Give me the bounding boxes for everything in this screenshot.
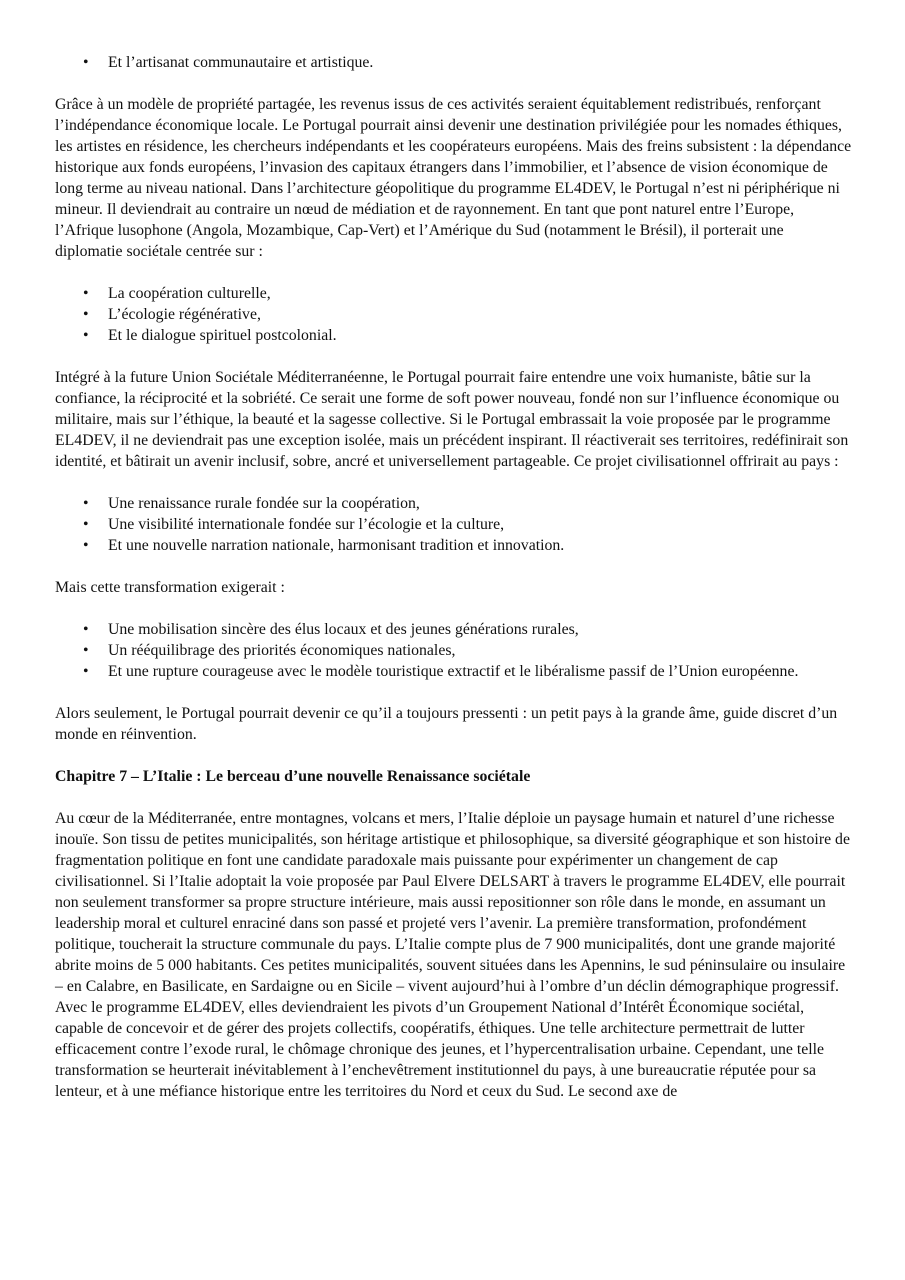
list-item: • L’écologie régénérative, (108, 304, 855, 325)
list-item: • Une renaissance rurale fondée sur la coopération, (108, 493, 855, 514)
list-item: • Une mobilisation sincère des élus locaux et des jeunes générations rurales, (108, 619, 855, 640)
list-item: • Et une rupture courageuse avec le modèle touristique extractif et le libéralisme passif de l’Union européenne. (108, 661, 855, 682)
bullet-list-diplomacy (55, 283, 855, 346)
paragraph-portugal-conclusion: Alors seulement, le Portugal pourrait devenir ce qu’il a toujours pressenti : un petit pays à la grande âme, guide discret d’un monde en réinvention. (55, 705, 838, 743)
list-item: • Une visibilité internationale fondée sur l’écologie et la culture, (108, 514, 855, 535)
paragraph-italy-intro: Au cœur de la Méditerranée, entre montagnes, volcans et mers, l’Italie déploie un paysage humain et naturel d’une richesse inouïe. Son tissu de petites municipalités, son héritage artistique et philosophique, sa diversité géographique et son histoire de fragmentation politique en font une candidate paradoxale mais puissante pour expérimenter un changement de cap civilisationnel. Si l’Italie adoptait la voie proposée par Paul Elvere DELSART à travers le programme EL4DEV, elle pourrait non seulement transformer sa propre structure intérieure, mais aussi repositionner son rôle dans le monde, en assumant un leadership moral et culturel enraciné dans son passé et projeté vers l’avenir. La première transformation, profondément politique, toucherait la structure communale du pays. L’Italie compte plus de 7 900 municipalités, dont une grande majorité abrite moins de 5 000 habitants. Ces petites municipalités, souvent situées dans les Apennins, le sud péninsulaire ou insulaire – en Calabre, en Basilicate, en Sardaigne ou en Sicile – vivent aujourd’hui à l’ombre d’un déclin démographique progressif. Avec le programme EL4DEV, elles deviendraient les pivots d’un Groupement National d’Intérêt Économique sociétal, capable de concevoir et de gérer des projets collectifs, coopératifs, éthiques. Une telle architecture permettrait de lutter efficacement contre l’exode rural, le chômage chronique des jeunes, et l’hypercentralisation urbaine. Cependant, une telle transformation se heurterait inévitablement à l’enchevêtrement institutionnel du pays, à une bureaucratie réputée pour sa lenteur, et à une méfiance historique entre les territoires du Nord et ceux du Sud. Le second axe de (55, 810, 850, 1100)
paragraph-portugal-union: Intégré à la future Union Sociétale Méditerranéenne, le Portugal pourrait faire entendre une voix humaniste, bâtie sur la confiance, la réciprocité et la sobriété. Ce serait une forme de soft power nouveau, fondé non sur l’influence économique ou militaire, mais sur l’éthique, la beauté et la sagesse collective. Si le Portugal embrassait la voie proposée par le programme EL4DEV, il ne deviendrait pas une exception isolée, mais un précédent inspirant. Il réactiverait ses territoires, redéfinirait son identité, et bâtirait un avenir inclusif, sobre, ancré et universellement partageable. Ce projet civilisationnel offrirait au pays : (55, 369, 849, 470)
paragraph-portugal-economy: Grâce à un modèle de propriété partagée, les revenus issus de ces activités seraient équitablement redistribués, renforçant l’indépendance économique locale. Le Portugal pourrait ainsi devenir une destination privilégiée pour les nomades éthiques, les artistes en résidence, les chercheurs indépendants et les coopérateurs européens. Mais des freins subsistent : la dépendance historique aux fonds européens, l’invasion des capitaux étrangers dans l’immobilier, et l’absence de vision économique de long terme au niveau national. Dans l’architecture géopolitique du programme EL4DEV, le Portugal n’est ni périphérique ni mineur. Il deviendrait au contraire un nœud de médiation et de rayonnement. En tant que pont naturel entre l’Europe, l’Afrique lusophone (Angola, Mozambique, Cap-Vert) et l’Amérique du Sud (notamment le Brésil), il porterait une diplomatie sociétale centrée sur : (55, 96, 852, 260)
list-item: • La coopération culturelle, (108, 283, 855, 304)
bullet-list-crafts (55, 52, 855, 73)
list-item: • Et le dialogue spirituel postcolonial. (108, 325, 855, 346)
document-page (55, 52, 855, 1102)
chapter-heading: Chapitre 7 – L’Italie : Le berceau d’une nouvelle Renaissance sociétale (55, 768, 531, 785)
paragraph-transformation-intro: Mais cette transformation exigerait : (55, 579, 285, 596)
list-item: • Un rééquilibrage des priorités économiques nationales, (108, 640, 855, 661)
list-item: • Et l’artisanat communautaire et artistique. (108, 52, 855, 73)
list-item: • Et une nouvelle narration nationale, harmonisant tradition et innovation. (108, 535, 855, 556)
bullet-list-benefits (55, 493, 855, 556)
bullet-list-requirements (55, 619, 855, 682)
